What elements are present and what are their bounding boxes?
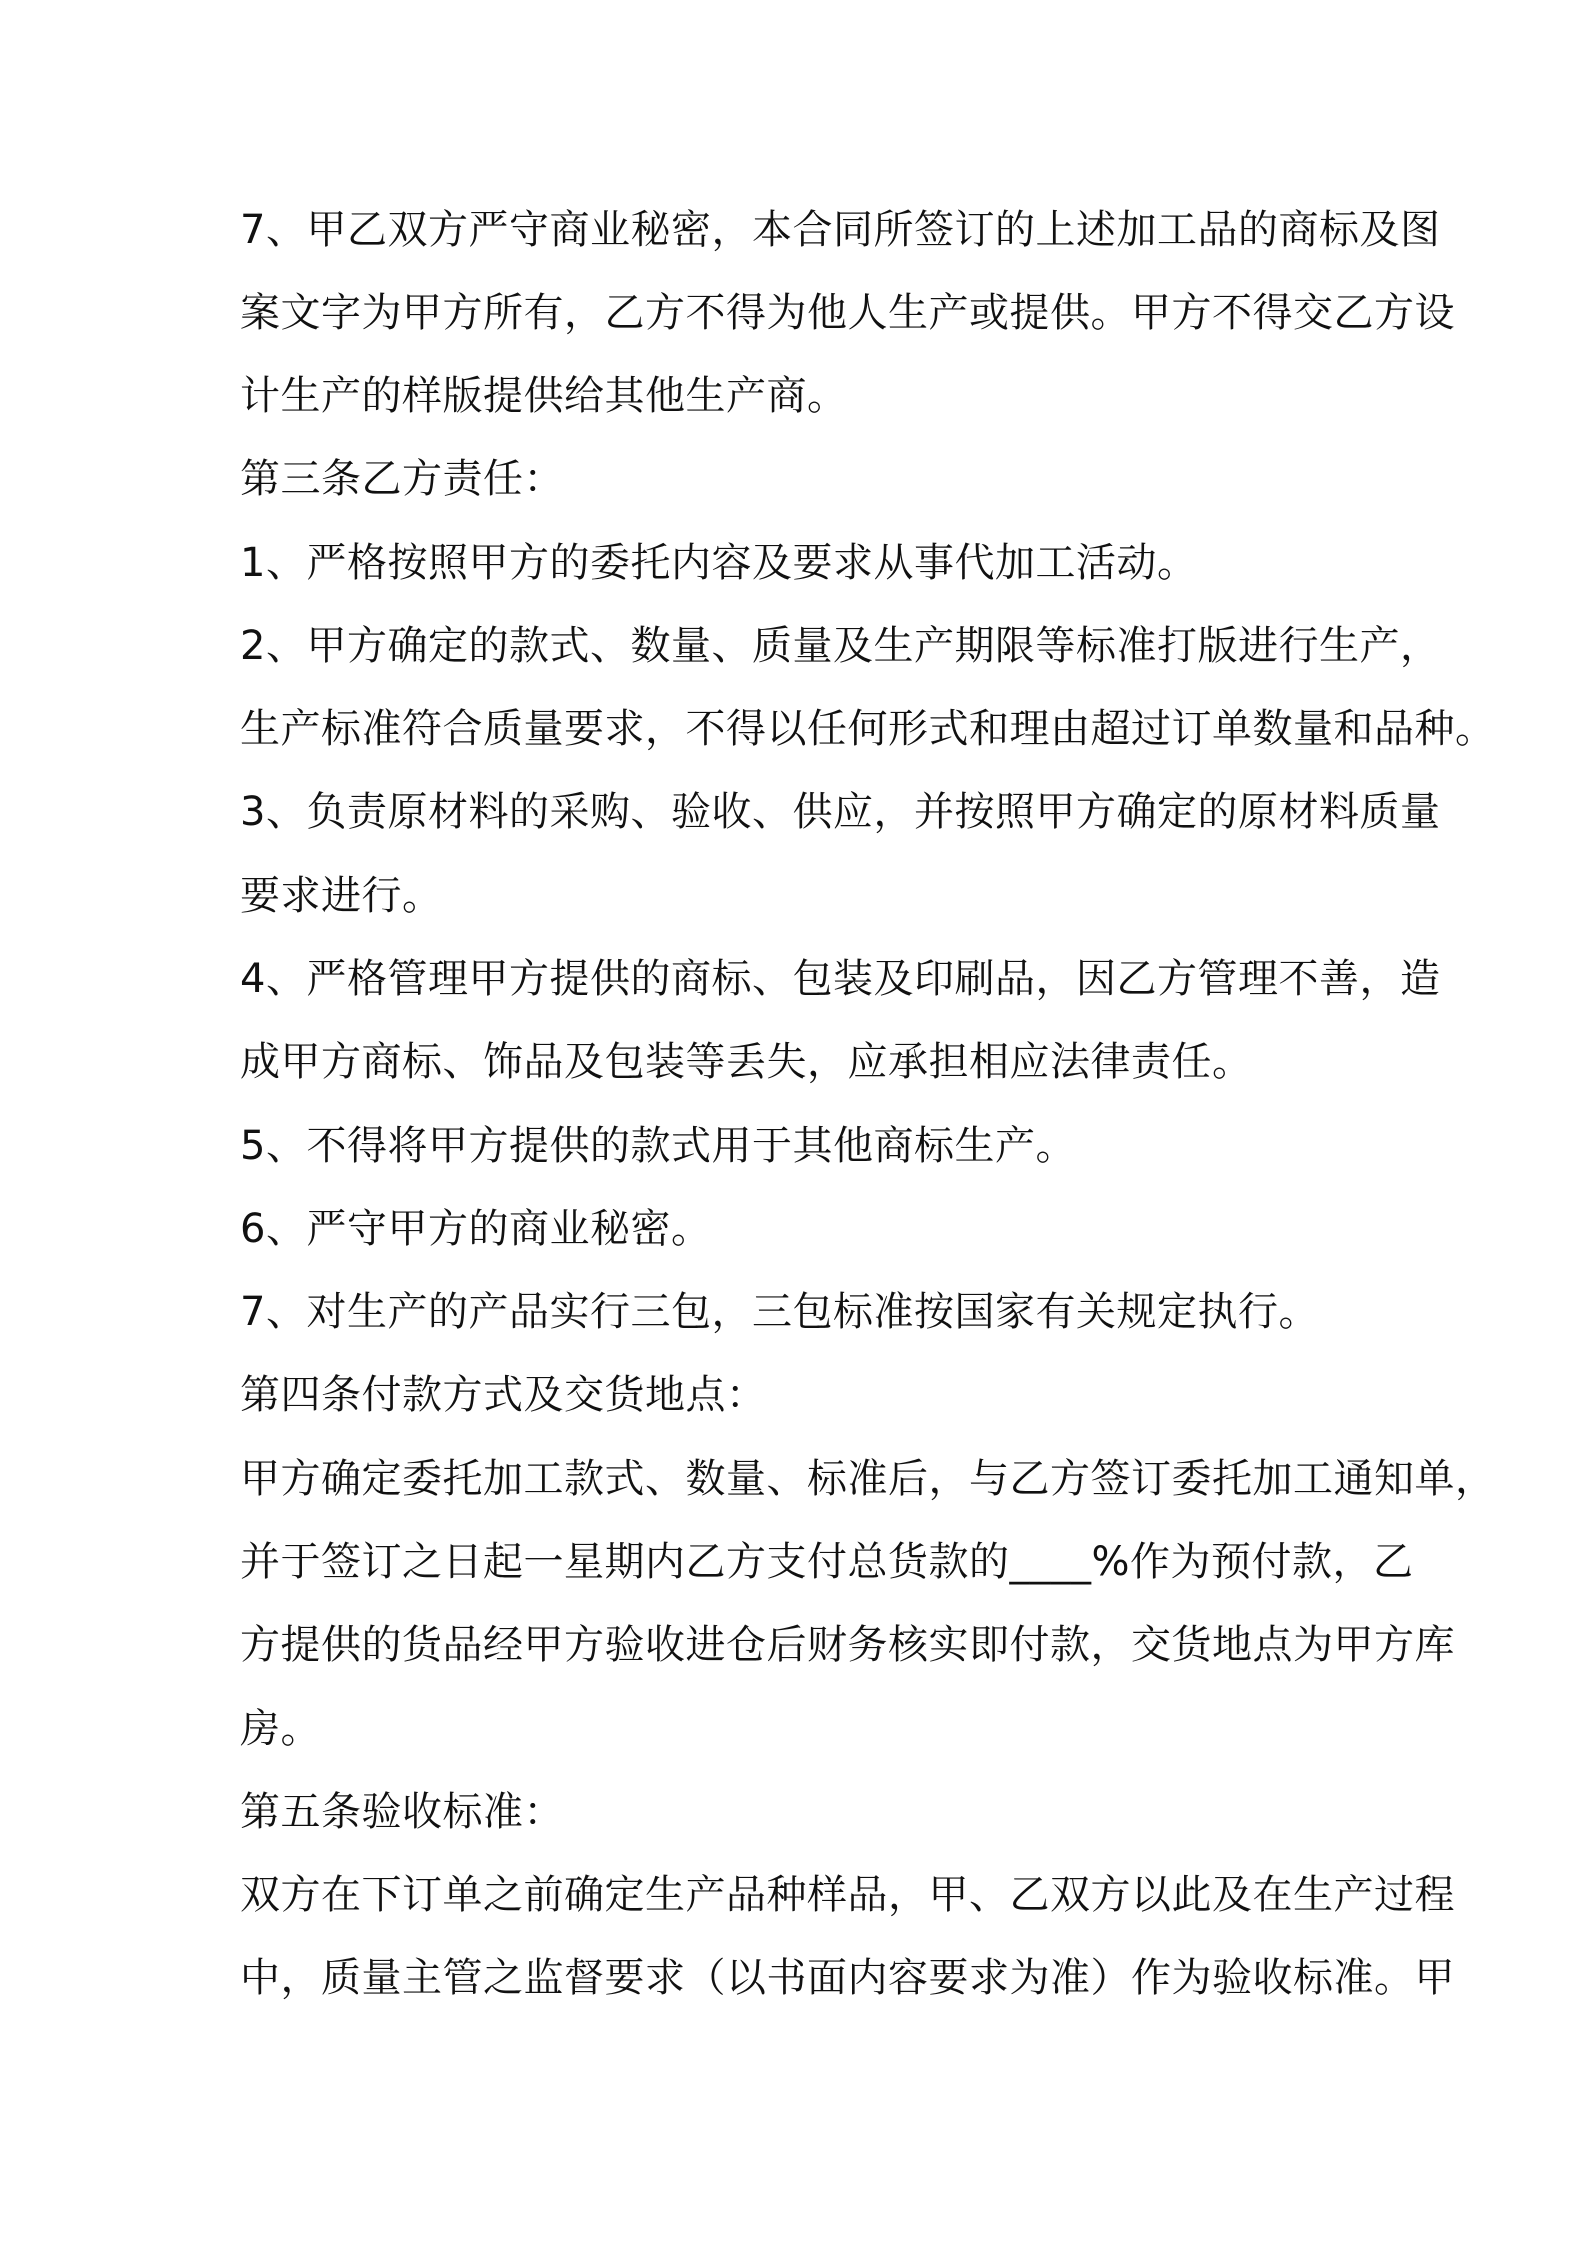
- text-line: 案文字为甲方所有，乙方不得为他人生产或提供。甲方不得交乙方设: [240, 290, 1455, 336]
- text-line: 方提供的货品经甲方验收进仓后财务核实即付款，交货地点为甲方库: [240, 1622, 1455, 1668]
- text-line: 1、严格按照甲方的委托内容及要求从事代加工活动。: [240, 540, 1198, 586]
- text-line: 5、不得将甲方提供的款式用于其他商标生产。: [240, 1123, 1076, 1169]
- text-line: 3、负责原材料的采购、验收、供应，并按照甲方确定的原材料质量: [240, 789, 1441, 835]
- text-line: 7、甲乙双方严守商业秘密，本合同所签订的上述加工品的商标及图: [240, 207, 1441, 253]
- text-line: 7、对生产的产品实行三包，三包标准按国家有关规定执行。: [240, 1289, 1319, 1335]
- text-line: 甲方确定委托加工款式、数量、标准后，与乙方签订委托加工通知单，: [240, 1456, 1496, 1502]
- section-heading: 第五条验收标准：: [240, 1789, 564, 1835]
- text-line: 双方在下订单之前确定生产品种样品，甲、乙双方以此及在生产过程: [240, 1872, 1455, 1918]
- text-line: 要求进行。: [240, 873, 443, 919]
- text-line: 成甲方商标、饰品及包装等丢失，应承担相应法律责任。: [240, 1039, 1253, 1085]
- text-line: 并于签订之日起一星期内乙方支付总货款的____%作为预付款，乙: [240, 1539, 1414, 1585]
- text-line: 4、严格管理甲方提供的商标、包装及印刷品，因乙方管理不善，造: [240, 956, 1441, 1002]
- text-line: 生产标准符合质量要求，不得以任何形式和理由超过订单数量和品种。: [240, 706, 1496, 752]
- text-line: 6、严守甲方的商业秘密。: [240, 1206, 712, 1252]
- section-heading: 第三条乙方责任：: [240, 456, 564, 502]
- text-line: 中，质量主管之监督要求（以书面内容要求为准）作为验收标准。甲: [240, 1955, 1455, 2001]
- text-line: 计生产的样版提供给其他生产商。: [240, 373, 848, 419]
- section-heading: 第四条付款方式及交货地点：: [240, 1372, 767, 1418]
- text-line: 2、甲方确定的款式、数量、质量及生产期限等标准打版进行生产，: [240, 623, 1441, 669]
- text-line: 房。: [240, 1706, 321, 1752]
